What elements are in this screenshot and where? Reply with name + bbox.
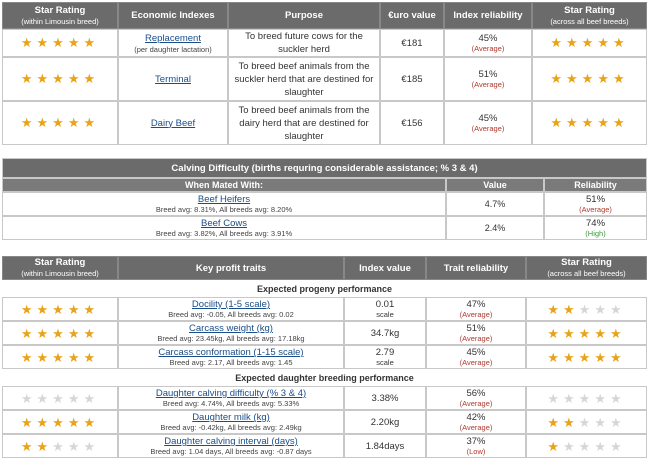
star-rating-icons bbox=[21, 327, 99, 340]
star-empty-icon: ★ bbox=[578, 390, 595, 406]
section-title-progeny: Expected progeny performance bbox=[2, 280, 647, 297]
star-rating-icons bbox=[550, 36, 628, 49]
star-empty-icon: ★ bbox=[594, 438, 610, 454]
daughter-calving-interval-link[interactable]: Daughter calving interval (days) bbox=[164, 436, 298, 447]
star-empty-icon: ★ bbox=[578, 414, 595, 430]
star-filled-icon: ★ bbox=[566, 70, 582, 86]
header-index-reliability: Index reliability bbox=[444, 2, 532, 29]
index-value-cell: 1.84days bbox=[344, 434, 426, 458]
header-star-rating: Star Rating (within Limousin breed) bbox=[2, 2, 118, 29]
star-filled-icon: ★ bbox=[547, 325, 564, 341]
euro-value: €156 bbox=[380, 101, 444, 145]
calving-difficulty-title: Calving Difficulty (births requring considerable assistance; % 3 & 4) bbox=[2, 158, 647, 178]
star-filled-icon: ★ bbox=[563, 301, 579, 317]
star-empty-icon: ★ bbox=[20, 390, 37, 406]
star-empty-icon: ★ bbox=[563, 438, 579, 454]
value-cell: 2.4% bbox=[446, 216, 544, 240]
table-row: ★★★★★ Daughter milk (kg) Breed avg: -0.42kg, All breeds avg: 2.49kg 2.20kg 42% (Average) ★★★★★ bbox=[2, 410, 647, 434]
star-filled-icon: ★ bbox=[20, 438, 37, 454]
index-value-cell: 34.7kg bbox=[344, 321, 426, 345]
star-filled-icon: ★ bbox=[67, 70, 84, 86]
beef-cows-link[interactable]: Beef Cows bbox=[201, 218, 247, 229]
star-filled-icon: ★ bbox=[594, 325, 610, 341]
star-filled-icon: ★ bbox=[612, 34, 629, 50]
table-row: ★★★★★ Carcass conformation (1-15 scale) Breed avg: 2.17, All breeds avg: 1.45 2.79 scale 45% (Average) ★★★★★ bbox=[2, 345, 647, 369]
star-filled-icon: ★ bbox=[581, 34, 598, 50]
section-title-daughter: Expected daughter breeding performance bbox=[2, 369, 647, 386]
star-empty-icon: ★ bbox=[609, 438, 626, 454]
star-filled-icon: ★ bbox=[612, 114, 629, 130]
reliability-cell: 74% (High) bbox=[544, 216, 647, 240]
star-filled-icon: ★ bbox=[36, 349, 53, 365]
star-filled-icon: ★ bbox=[20, 114, 37, 130]
header-star-rating-all: Star Rating (across all beef breeds) bbox=[526, 256, 647, 280]
star-empty-icon: ★ bbox=[36, 390, 53, 406]
reliability-cell: 51% (Average) bbox=[444, 57, 532, 101]
star-empty-icon: ★ bbox=[83, 390, 100, 406]
star-empty-icon: ★ bbox=[609, 301, 626, 317]
star-rating-icons bbox=[547, 351, 625, 364]
reliability-cell: 56% (Average) bbox=[426, 386, 526, 410]
star-empty-icon: ★ bbox=[594, 390, 610, 406]
calving-difficulty-table bbox=[2, 158, 647, 240]
purpose-text: To breed beef animals from the dairy herd that are destined for slaughter bbox=[228, 101, 380, 145]
star-filled-icon: ★ bbox=[52, 70, 68, 86]
star-filled-icon: ★ bbox=[609, 325, 626, 341]
header-star-rating-all: Star Rating (across all beef breeds) bbox=[532, 2, 647, 29]
purpose-text: To breed beef animals from the suckler herd that are destined for slaughter bbox=[228, 57, 380, 101]
star-filled-icon: ★ bbox=[563, 325, 579, 341]
table-row: ★★★★★ Carcass weight (kg) Breed avg: 23.45kg, All breeds avg: 17.18kg 34.7kg 51% (Average) ★★★★★ bbox=[2, 321, 647, 345]
star-filled-icon: ★ bbox=[83, 414, 100, 430]
index-value-cell: 2.20kg bbox=[344, 410, 426, 434]
carcass-weight-link[interactable]: Carcass weight (kg) bbox=[189, 323, 273, 334]
star-filled-icon: ★ bbox=[581, 70, 598, 86]
reliability-cell: 45% (Average) bbox=[444, 101, 532, 145]
star-filled-icon: ★ bbox=[83, 70, 100, 86]
star-filled-icon: ★ bbox=[578, 325, 595, 341]
star-rating-icons bbox=[550, 116, 628, 129]
star-rating-icons bbox=[21, 72, 99, 85]
reliability-cell: 42% (Average) bbox=[426, 410, 526, 434]
daughter-milk-link[interactable]: Daughter milk (kg) bbox=[192, 412, 270, 423]
star-filled-icon: ★ bbox=[36, 414, 53, 430]
euro-value: €185 bbox=[380, 57, 444, 101]
reliability-cell: 51% (Average) bbox=[544, 192, 647, 216]
star-empty-icon: ★ bbox=[83, 438, 100, 454]
index-value-cell: 0.01 scale bbox=[344, 297, 426, 321]
table-row: ★★★★★ Daughter calving interval (days) Breed avg: 1.04 days, All breeds avg: -0.87 days 1.84days 37% (Low) ★★★★★ bbox=[2, 434, 647, 458]
star-filled-icon: ★ bbox=[20, 349, 37, 365]
star-filled-icon: ★ bbox=[563, 349, 579, 365]
star-filled-icon: ★ bbox=[20, 70, 37, 86]
table-row: ★★★★★ Replacement (per daughter lactation) To breed future cows for the suckler herd €181 45% (Average) ★★★★★ bbox=[2, 29, 647, 57]
star-filled-icon: ★ bbox=[83, 301, 100, 317]
star-rating-icons bbox=[21, 116, 99, 129]
table-row: Beef Cows Breed avg: 3.82%, All breeds avg: 3.91% 2.4% 74% (High) bbox=[2, 216, 647, 240]
star-filled-icon: ★ bbox=[67, 349, 84, 365]
star-filled-icon: ★ bbox=[547, 414, 564, 430]
header-euro-value: €uro value bbox=[380, 2, 444, 29]
star-rating-icons bbox=[21, 303, 99, 316]
star-filled-icon: ★ bbox=[612, 70, 629, 86]
star-filled-icon: ★ bbox=[83, 34, 100, 50]
star-filled-icon: ★ bbox=[36, 70, 53, 86]
key-profit-traits-table bbox=[2, 256, 647, 458]
reliability-cell: 45% (Average) bbox=[444, 29, 532, 57]
star-filled-icon: ★ bbox=[594, 349, 610, 365]
star-filled-icon: ★ bbox=[83, 325, 100, 341]
header-key-profit-traits: Key profit traits bbox=[118, 256, 344, 280]
star-filled-icon: ★ bbox=[52, 114, 68, 130]
reliability-cell: 37% (Low) bbox=[426, 434, 526, 458]
reliability-cell: 47% (Average) bbox=[426, 297, 526, 321]
star-filled-icon: ★ bbox=[20, 301, 37, 317]
star-empty-icon: ★ bbox=[609, 390, 626, 406]
star-rating-icons bbox=[547, 392, 625, 405]
star-filled-icon: ★ bbox=[550, 34, 567, 50]
star-empty-icon: ★ bbox=[609, 414, 626, 430]
star-filled-icon: ★ bbox=[52, 325, 68, 341]
star-rating-icons bbox=[547, 440, 625, 453]
star-filled-icon: ★ bbox=[67, 34, 84, 50]
header-economic-indexes: Economic Indexes bbox=[118, 2, 228, 29]
star-empty-icon: ★ bbox=[52, 438, 68, 454]
table-row: ★★★★★ Daughter calving difficulty (% 3 & 4) Breed avg: 4.74%, All breeds avg: 5.33% 3.38% 56% (Average) ★★★★★ bbox=[2, 386, 647, 410]
daughter-calving-difficulty-link[interactable]: Daughter calving difficulty (% 3 & 4) bbox=[155, 388, 307, 399]
dairy-beef-index-link[interactable]: Dairy Beef bbox=[150, 117, 196, 129]
replacement-index-link[interactable]: Replacement bbox=[145, 33, 201, 44]
star-filled-icon: ★ bbox=[550, 70, 567, 86]
euro-value: €181 bbox=[380, 29, 444, 57]
star-empty-icon: ★ bbox=[547, 390, 564, 406]
header-index-value: Index value bbox=[344, 256, 426, 280]
star-filled-icon: ★ bbox=[67, 301, 84, 317]
star-rating-icons bbox=[21, 440, 99, 453]
star-filled-icon: ★ bbox=[547, 349, 564, 365]
star-filled-icon: ★ bbox=[36, 301, 53, 317]
star-filled-icon: ★ bbox=[52, 34, 68, 50]
header-when-mated: When Mated With: bbox=[2, 178, 446, 192]
star-filled-icon: ★ bbox=[52, 414, 68, 430]
star-filled-icon: ★ bbox=[566, 114, 582, 130]
star-rating-icons bbox=[21, 351, 99, 364]
star-filled-icon: ★ bbox=[36, 114, 53, 130]
star-filled-icon: ★ bbox=[20, 414, 37, 430]
table-row: Beef Heifers Breed avg: 8.31%, All breeds avg: 8.20% 4.7% 51% (Average) bbox=[2, 192, 647, 216]
terminal-index-link[interactable]: Terminal bbox=[155, 73, 191, 85]
star-rating-icons bbox=[547, 327, 625, 340]
star-empty-icon: ★ bbox=[52, 390, 68, 406]
star-empty-icon: ★ bbox=[563, 390, 579, 406]
index-value-cell: 3.38% bbox=[344, 386, 426, 410]
star-rating-icons bbox=[21, 392, 99, 405]
header-purpose: Purpose bbox=[228, 2, 380, 29]
star-filled-icon: ★ bbox=[67, 114, 84, 130]
star-empty-icon: ★ bbox=[594, 414, 610, 430]
star-empty-icon: ★ bbox=[594, 301, 610, 317]
star-filled-icon: ★ bbox=[578, 349, 595, 365]
star-filled-icon: ★ bbox=[36, 325, 53, 341]
star-filled-icon: ★ bbox=[609, 349, 626, 365]
star-empty-icon: ★ bbox=[578, 301, 595, 317]
header-star-rating: Star Rating (within Limousin breed) bbox=[2, 256, 118, 280]
star-filled-icon: ★ bbox=[52, 301, 68, 317]
table-row: ★★★★★ Docility (1-5 scale) Breed avg: -0.05, All breeds avg: 0.02 0.01 scale 47% (Average) ★★★★★ bbox=[2, 297, 647, 321]
star-filled-icon: ★ bbox=[597, 70, 613, 86]
star-filled-icon: ★ bbox=[67, 414, 84, 430]
economic-indexes-table bbox=[2, 2, 647, 145]
header-value: Value bbox=[446, 178, 544, 192]
star-filled-icon: ★ bbox=[566, 34, 582, 50]
header-trait-reliability: Trait reliability bbox=[426, 256, 526, 280]
star-filled-icon: ★ bbox=[563, 414, 579, 430]
star-filled-icon: ★ bbox=[550, 114, 567, 130]
table-row bbox=[2, 101, 647, 145]
star-filled-icon: ★ bbox=[83, 349, 100, 365]
star-filled-icon: ★ bbox=[581, 114, 598, 130]
star-rating-icons bbox=[547, 416, 625, 429]
star-rating-icons bbox=[550, 72, 628, 85]
star-filled-icon: ★ bbox=[52, 349, 68, 365]
star-filled-icon: ★ bbox=[20, 34, 37, 50]
star-empty-icon: ★ bbox=[67, 390, 84, 406]
star-filled-icon: ★ bbox=[83, 114, 100, 130]
table-row bbox=[2, 57, 647, 101]
star-rating-icons bbox=[21, 36, 99, 49]
star-filled-icon: ★ bbox=[597, 34, 613, 50]
star-filled-icon: ★ bbox=[36, 34, 53, 50]
index-value-cell: 2.79 scale bbox=[344, 345, 426, 369]
star-empty-icon: ★ bbox=[67, 438, 84, 454]
star-rating-icons bbox=[547, 303, 625, 316]
reliability-cell: 45% (Average) bbox=[426, 345, 526, 369]
docility-link[interactable]: Docility (1-5 scale) bbox=[191, 299, 271, 310]
star-filled-icon: ★ bbox=[597, 114, 613, 130]
carcass-conformation-link[interactable]: Carcass conformation (1-15 scale) bbox=[158, 347, 304, 358]
reliability-cell: 51% (Average) bbox=[426, 321, 526, 345]
star-filled-icon: ★ bbox=[36, 438, 53, 454]
star-filled-icon: ★ bbox=[20, 325, 37, 341]
header-reliability: Reliability bbox=[544, 178, 647, 192]
star-filled-icon: ★ bbox=[547, 438, 564, 454]
star-filled-icon: ★ bbox=[67, 325, 84, 341]
star-empty-icon: ★ bbox=[578, 438, 595, 454]
purpose-text: To breed future cows for the suckler herd bbox=[228, 29, 380, 57]
value-cell: 4.7% bbox=[446, 192, 544, 216]
beef-heifers-link[interactable]: Beef Heifers bbox=[197, 194, 251, 205]
star-filled-icon: ★ bbox=[547, 301, 564, 317]
star-rating-icons bbox=[21, 416, 99, 429]
